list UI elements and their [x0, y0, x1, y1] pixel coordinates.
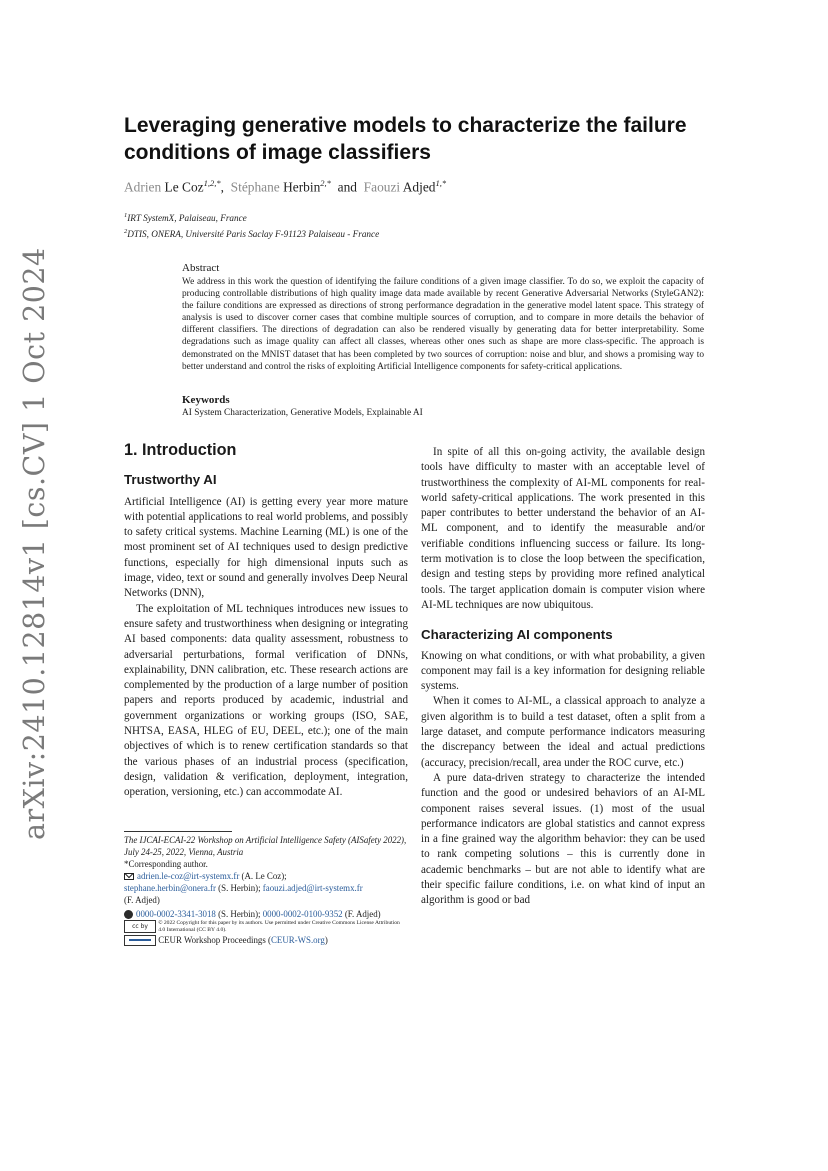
affiliation-text: IRT SystemX, Palaiseau, France: [127, 213, 247, 224]
email-link[interactable]: faouzi.adjed@irt-systemx.fr: [262, 883, 363, 893]
author-separator: ,: [220, 179, 224, 195]
envelope-icon: [124, 873, 134, 880]
abstract-text: We address in this work the question of identifying the failure conditions of a given image classifier. To do so, we exploit the capacity of producing controllable distributions of high quality image data made available by recent Generative Adversarial Networks (StyleGAN2): the failure conditions are expressed as directions of strong performance degradation in the generative model latent space. This strategy of analysis is used to discover corner cases that combine multiple sources of corruption, and to compare in more details the behavior of different classifiers. The directions of degradation can also be rendered visually by generating data for better interpretability. Some degradations such as image quality can affect all classes, whereas other ones such as shape are more class-specific. The approach is demonstrated on the MNIST dataset that has been completed by two sources of corruption: noise and blur, and shows a promising way to better understand and control the risks of exploiting Artificial Intelligence components for safety-critical applications.: [182, 277, 704, 372]
ceur-logo-icon: [124, 935, 156, 946]
affiliation-mark: 1: [124, 212, 128, 219]
keywords-heading: Keywords: [182, 394, 230, 406]
author-line: [124, 178, 724, 195]
author-last-name: Adjed: [402, 179, 436, 195]
paper-title: Leveraging generative models to characterize the failure conditions of image classifiers: [124, 114, 687, 164]
paragraph: A pure data-driven strategy to characterize the intended function and the good or undesired behaviors of an AI-ML component raises several issues. (1) most of the usual performance indicators are global statistics and cannot express in a fine grained way the algorithm behavior: they can be used to rank competing solutions – this is currently done in academic benchmarks – but are not able to identify what are their specific failure conditions, i.e. on what kind of input an algorithm is good or bad: [421, 771, 705, 907]
author-marks: 1,*: [435, 178, 447, 188]
footnote-orcid: 0000-0002-3341-3018 (S. Herbin); 0000-0002-0100-9352 (F. Adjed): [124, 908, 414, 920]
left-column: [124, 443, 408, 801]
footnote-emails: adrien.le-coz@irt-systemx.fr (A. Le Coz); stephane.herbin@onera.fr (S. Herbin); faouzi.adjed@irt-systemx.fr (F. Adjed): [124, 871, 363, 905]
cc-license-icon: cc by: [124, 920, 156, 933]
footnote-corresponding: *Corresponding author.: [124, 859, 208, 869]
paragraph: Artificial Intelligence (AI) is getting every year more mature with potential applications to real world problems, and possibly to safety critical systems. Machine Learning (ML) is one of the most prominent set of AI techniques used to design predictive functions, especially for high dimensional inputs such as image, video, text or sound and generally involves Deep Neural Networks (DNN),: [124, 495, 408, 600]
paragraph: In spite of all this on-going activity, the available design tools have difficulty to master with an acceptable level of trustworthiness the complexity of AI-ML components for real-world safety-critical applications. The work presented in this paper contributes to better understand the behavior of an AI-ML component, and to identify the measurable and/or verifiable conditions influencing success or failure. Its long-term motivation is to close the loop between the specification, design and testing steps by providing more refined analytical tools. The target application domain is computer vision where AI-ML techniques are now ubiquitous.: [421, 446, 705, 611]
orcid-link[interactable]: 0000-0002-3341-3018: [136, 909, 216, 919]
affiliation-mark: 2: [124, 228, 128, 235]
email-link[interactable]: adrien.le-coz@irt-systemx.fr: [137, 871, 240, 881]
author-last-name: Le Coz: [164, 179, 204, 195]
author-separator: and: [337, 179, 357, 195]
author-last-name: Herbin: [283, 179, 321, 195]
author-marks: 1,2,*: [203, 178, 221, 188]
paragraph: When it comes to AI-ML, a classical approach to analyze a given algorithm is to build a test dataset, often a split from a large dataset, and compute performance indicators measuring the discrepancy between the ideal and actual predictions (accuracy, precision/recall, area under the ROC curve, etc.): [421, 695, 705, 769]
affiliation: [124, 228, 724, 239]
license-text: © 2022 Copyright for this paper by its authors. Use permitted under Creative Commons License Attribution 4.0 International (CC BY 4.0).: [158, 920, 400, 933]
footnote-workshop: The IJCAI-ECAI-22 Workshop on Artificial Intelligence Safety (AISafety 2022), July 24-25, 2022, Vienna, Austria: [124, 835, 407, 857]
section-heading: 1. Introduction: [124, 441, 237, 459]
orcid-link[interactable]: 0000-0002-0100-9352: [262, 909, 343, 919]
keywords-text: AI System Characterization, Generative Models, Explainable AI: [182, 408, 423, 418]
ceur-link[interactable]: CEUR-WS.org: [271, 935, 325, 945]
footnote-rule: [124, 831, 232, 832]
paragraph: The exploitation of ML techniques introduces new issues to ensure safety and trustworthiness when designing or integrating AI based components: data quality assessment, robustness to adversarial perturbations, formal verification of DNNs, explainability, DNN calibration, etc. These research actions are complemented by the production of a large number of position papers and reports produced by academic, industrial and government organizations or working groups (ISO, SAE, NHTSA, EASA, HLEG of EU, DEEL, etc.); one of the main objectives of which is to renew certification standards so that the various phases of an industrial process (specification, design, validation & verification, deployment, integration, operation, versioning, etc.) can accommodate AI.: [124, 602, 408, 799]
right-column: [421, 445, 705, 909]
affiliation: [124, 212, 724, 223]
abstract-heading: Abstract: [182, 262, 220, 274]
email-link[interactable]: stephane.herbin@onera.fr: [124, 883, 216, 893]
orcid-icon: [124, 910, 133, 919]
footnote-license: [124, 920, 424, 933]
author-first-name: Faouzi: [363, 179, 401, 195]
affiliation-text: DTIS, ONERA, Université Paris Saclay F-91123 Palaiseau - France: [127, 229, 380, 240]
author-first-name: Adrien: [124, 179, 162, 195]
paragraph: Knowing on what conditions, or with what probability, a given component may fail is a key information for designing reliable systems.: [421, 649, 705, 693]
footnote-ceur: CEUR Workshop Proceedings (CEUR-WS.org): [124, 934, 414, 946]
arxiv-identifier: arXiv:2410.12814v1 [cs.CV] 1 Oct 2024: [18, 247, 51, 840]
subsection-heading: Characterizing AI components: [421, 627, 613, 643]
author-first-name: Stéphane: [230, 179, 280, 195]
author-marks: 2,*: [320, 178, 331, 188]
subsection-heading: Trustworthy AI: [124, 472, 217, 488]
